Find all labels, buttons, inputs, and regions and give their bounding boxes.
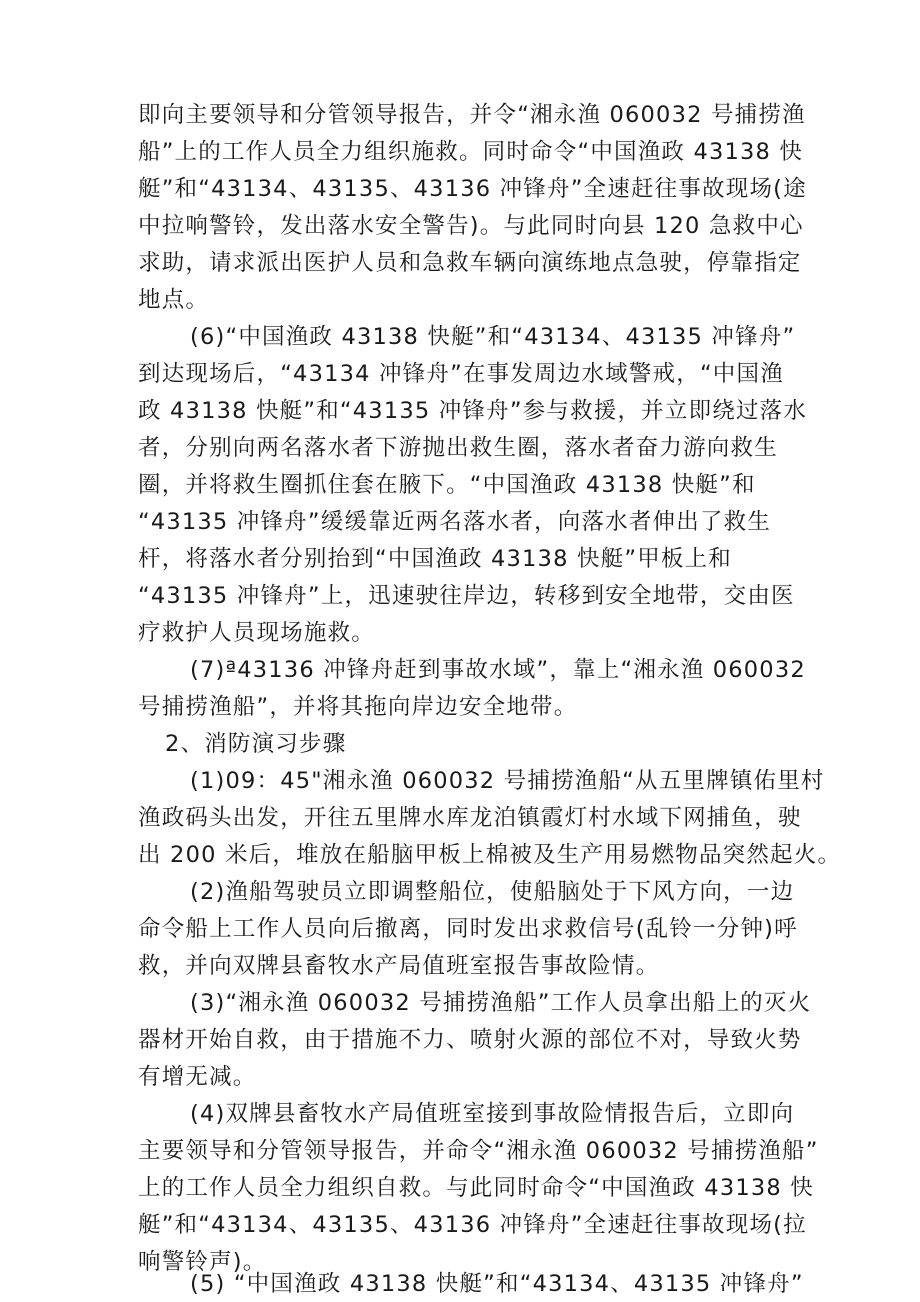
text-line: (5) “中国渔政 43138 快艇”和“43134、43135 冲锋舟” (190, 1271, 804, 1297)
text-line: 求助，请求派出医护人员和急救车辆向演练地点急驶，停靠指定 (138, 250, 802, 276)
text-line: 命令船上工作人员向后撤离，同时发出求救信号(乱铃一分钟)呼 (138, 916, 798, 942)
text-line: 号捕捞渔船”，并将其拖向岸边安全地带。 (138, 694, 578, 720)
text-line: (2)渔船驾驶员立即调整船位，使船脑处于下风方向，一边 (190, 879, 795, 905)
text-line: 响警铃声)。 (138, 1249, 267, 1275)
text-line: 杆，将落水者分别抬到“中国渔政 43138 快艇”甲板上和 (138, 546, 732, 572)
text-line: “43135 冲锋舟”缓缓靠近两名落水者，向落水者伸出了救生 (138, 509, 772, 535)
text-line: 到达现场后，“43134 冲锋舟”在事发周边水域警戒，“中国渔 (138, 361, 784, 387)
text-line: 政 43138 快艇”和“43135 冲锋舟”参与救援，并立即绕过落水 (138, 398, 808, 424)
text-line: 圈，并将救生圈抓住套在腋下。“中国渔政 43138 快艇”和 (138, 472, 756, 498)
text-line: 上的工作人员全力组织自救。与此同时命令“中国渔政 43138 快 (138, 1175, 814, 1201)
text-line: 有增无减。 (138, 1064, 257, 1090)
text-line: (6)“中国渔政 43138 快艇”和“43134、43135 冲锋舟” (190, 324, 796, 350)
text-line: 渔政码头出发，开往五里牌水库龙泊镇霞灯村水域下网捕鱼，驶 (138, 805, 802, 831)
text-line: (4)双牌县畜牧水产局值班室接到事故险情报告后，立即向 (190, 1101, 795, 1127)
text-line: (7)ª43136 冲锋舟赶到事故水域”，靠上“湘永渔 060032 (190, 657, 806, 683)
text-line: 艇”和“43134、43135、43136 冲锋舟”全速赶往事故现场(途 (138, 176, 807, 202)
text-line: 地点。 (138, 287, 210, 313)
text-line: (3)“湘永渔 060032 号捕捞渔船”工作人员拿出船上的灭火 (190, 990, 812, 1016)
text-line: 救，并向双牌县畜牧水产局值班室报告事故险情。 (138, 953, 660, 979)
text-line: 中拉响警铃，发出落水安全警告)。与此同时向县 120 急救中心 (138, 213, 804, 239)
text-line: 船”上的工作人员全力组织施救。同时命令“中国渔政 43138 快 (138, 139, 804, 165)
text-line: 疗救护人员现场施救。 (138, 620, 376, 646)
text-line: 即向主要领导和分管领导报告，并令“湘永渔 060032 号捕捞渔 (138, 102, 806, 128)
text-line: 器材开始自救，由于措施不力、喷射火源的部位不对，导致火势 (138, 1027, 802, 1053)
text-line: 者，分别向两名落水者下游抛出救生圈，落水者奋力游向救生 (138, 435, 778, 461)
text-line: 艇”和“43134、43135、43136 冲锋舟”全速赶往事故现场(拉 (138, 1212, 807, 1238)
text-line: 主要领导和分管领导报告，并命令“湘永渔 060032 号捕捞渔船” (138, 1138, 819, 1164)
section-heading: 2、消防演习步骤 (165, 731, 347, 757)
text-line: “43135 冲锋舟”上，迅速驶往岸边，转移到安全地带，交由医 (138, 583, 795, 609)
text-line: (1)09：45"湘永渔 060032 号捕捞渔船“从五里牌镇佑里村 (190, 768, 825, 794)
text-line: 出 200 米后，堆放在船脑甲板上棉被及生产用易燃物品突然起火。 (138, 842, 842, 868)
